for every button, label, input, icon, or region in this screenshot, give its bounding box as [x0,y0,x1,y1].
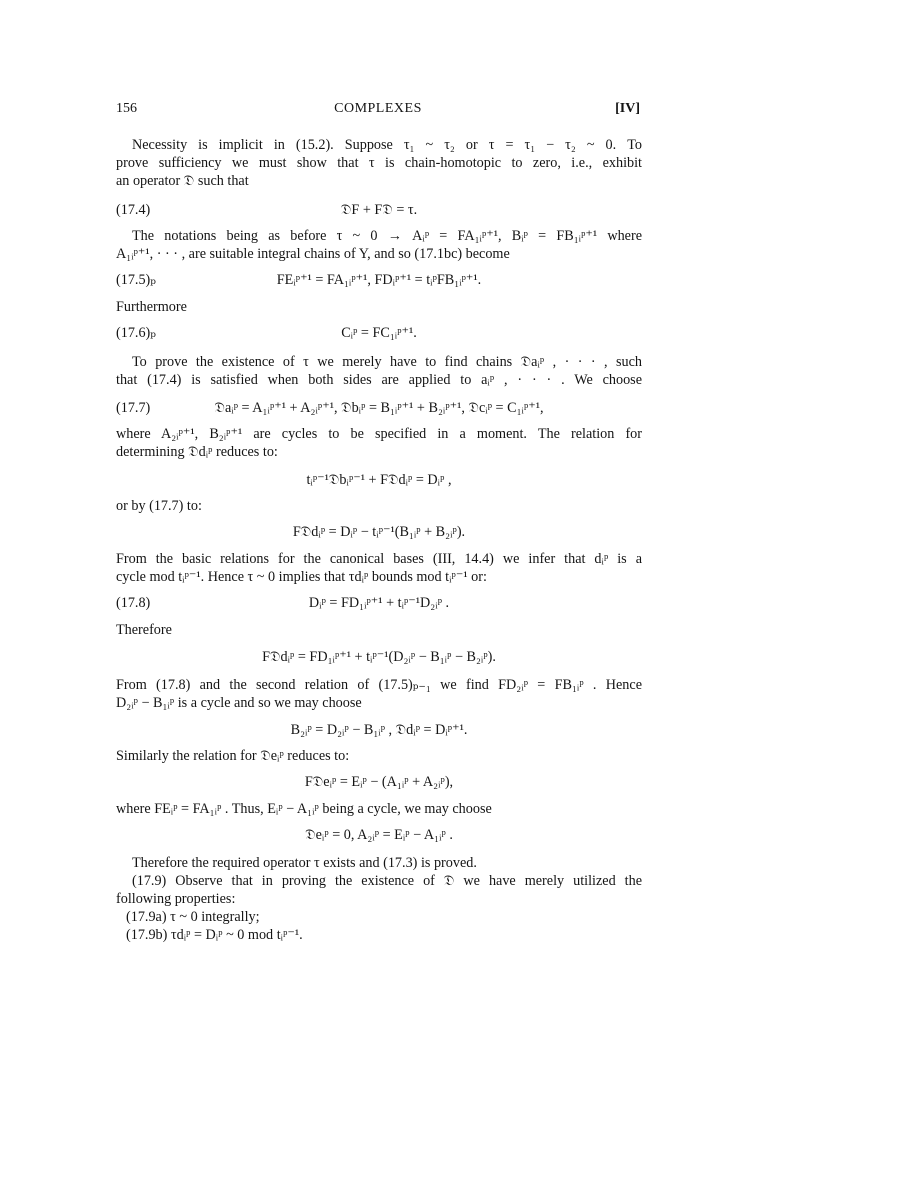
equation-body: 𝔇eᵢᵖ = 0, A₂ᵢᵖ = Eᵢᵖ − A₁ᵢᵖ . [305,827,453,843]
equation-body: B₂ᵢᵖ = D₂ᵢᵖ − B₁ᵢᵖ , 𝔇dᵢᵖ = Dᵢᵖ⁺¹. [290,722,468,738]
text-line: prove sufficiency we must show that τ is chain-homotopic to zero, i.e., exhibit [116,155,642,171]
equation-body: F𝔇dᵢᵖ = FD₁ᵢᵖ⁺¹ + tᵢᵖ⁻¹(D₂ᵢᵖ − B₁ᵢᵖ − B₂ᵢᵖ). [262,649,496,665]
equation-17-6 [116,323,642,343]
text-line: D₂ᵢᵖ − B₁ᵢᵖ is a cycle and so we may choose [116,695,362,711]
text-line: an operator 𝔇 such that [116,173,249,189]
text-line: cycle mod tᵢᵖ⁻¹. Hence τ ~ 0 implies that τdᵢᵖ bounds mod tᵢᵖ⁻¹ or: [116,569,487,585]
equation-tag: (17.6)ₚ [116,325,156,341]
text-line: that (17.4) is satisfied when both sides are applied to aᵢᵖ , · · · . We choose [116,372,642,388]
equation-body: F𝔇dᵢᵖ = Dᵢᵖ − tᵢᵖ⁻¹(B₁ᵢᵖ + B₂ᵢᵖ). [292,524,466,540]
text-line: The notations being as before τ ~ 0 → Aᵢᵖ = FA₁ᵢᵖ⁺¹, Bᵢᵖ = FB₁ᵢᵖ⁺¹ where [132,228,642,244]
equation-fdd-1 [116,522,642,542]
equation-tag: (17.4) [116,202,151,218]
equation-body: Dᵢᵖ = FD₁ᵢᵖ⁺¹ + tᵢᵖ⁻¹D₂ᵢᵖ . [308,595,450,611]
text-line: (17.9) Observe that in proving the existence of 𝔇 we have merely utilized the [132,873,642,889]
equation-tag: (17.8) [116,595,151,611]
equation-17-7 [116,398,642,418]
equation-choose-b2 [116,720,642,740]
text-line: Similarly the relation for 𝔇eᵢᵖ reduces to: [116,748,350,764]
text-line: where A₂ᵢᵖ⁺¹, B₂ᵢᵖ⁺¹ are cycles to be specified in a moment. The relation for [116,426,642,442]
equation-tag: (17.7) [116,400,151,416]
equation-body: FEᵢᵖ⁺¹ = FA₁ᵢᵖ⁺¹, FDᵢᵖ⁺¹ = tᵢᵖFB₁ᵢᵖ⁺¹. [276,272,482,288]
text-line: where FEᵢᵖ = FA₁ᵢᵖ . Thus, Eᵢᵖ − A₁ᵢᵖ being a cycle, we may choose [116,801,492,817]
text-line: Furthermore [116,299,187,315]
equation-dd-relation [116,470,642,490]
equation-17-8 [116,593,642,613]
equation-body: Cᵢᵖ = FC₁ᵢᵖ⁺¹. [341,325,417,341]
text-line: To prove the existence of τ we merely have to find chains 𝔇aᵢᵖ , · · · , such [132,354,642,370]
equation-body: 𝔇F + F𝔇 = τ. [340,202,418,218]
equation-17-4 [116,200,642,220]
equation-tag: (17.5)ₚ [116,272,156,288]
equation-fdd-2 [116,647,642,667]
equation-17-5 [116,270,642,290]
running-header [116,101,640,121]
page-number: 156 [116,101,137,116]
text-line: following properties: [116,891,236,907]
equation-body: 𝔇aᵢᵖ = A₁ᵢᵖ⁺¹ + A₂ᵢᵖ⁺¹, 𝔇bᵢᵖ = B₁ᵢᵖ⁺¹ + B₂ᵢᵖ⁺¹, 𝔇cᵢᵖ = C₁ᵢᵖ⁺¹, [214,400,544,416]
text-line: From the basic relations for the canonical bases (III, 14.4) we infer that dᵢᵖ is a [116,551,642,567]
running-title: COMPLEXES [334,101,422,116]
text-line: From (17.8) and the second relation of (17.5)ₚ₋₁ we find FD₂ᵢᵖ = FB₁ᵢᵖ . Hence [116,677,642,693]
equation-body: F𝔇eᵢᵖ = Eᵢᵖ − (A₁ᵢᵖ + A₂ᵢᵖ), [304,774,454,790]
text-line: (17.9a) τ ~ 0 integrally; [126,909,260,925]
equation-choose-a2 [116,825,642,845]
chapter-label: [IV] [615,101,640,116]
text-line: (17.9b) τdᵢᵖ = Dᵢᵖ ~ 0 mod tᵢᵖ⁻¹. [126,927,303,943]
equation-fde [116,772,642,792]
text-line: or by (17.7) to: [116,498,202,514]
text-line: Therefore [116,622,172,638]
text-line: A₁ᵢᵖ⁺¹, · · · , are suitable integral chains of Y, and so (17.1bc) become [116,246,510,262]
equation-body: tᵢᵖ⁻¹𝔇bᵢᵖ⁻¹ + F𝔇dᵢᵖ = Dᵢᵖ , [306,472,452,488]
text-line: determining 𝔇dᵢᵖ reduces to: [116,444,278,460]
text-line: Necessity is implicit in (15.2). Suppose τ₁ ~ τ₂ or τ = τ₁ − τ₂ ~ 0. To [132,137,642,153]
text-line: Therefore the required operator τ exists and (17.3) is proved. [132,855,477,871]
